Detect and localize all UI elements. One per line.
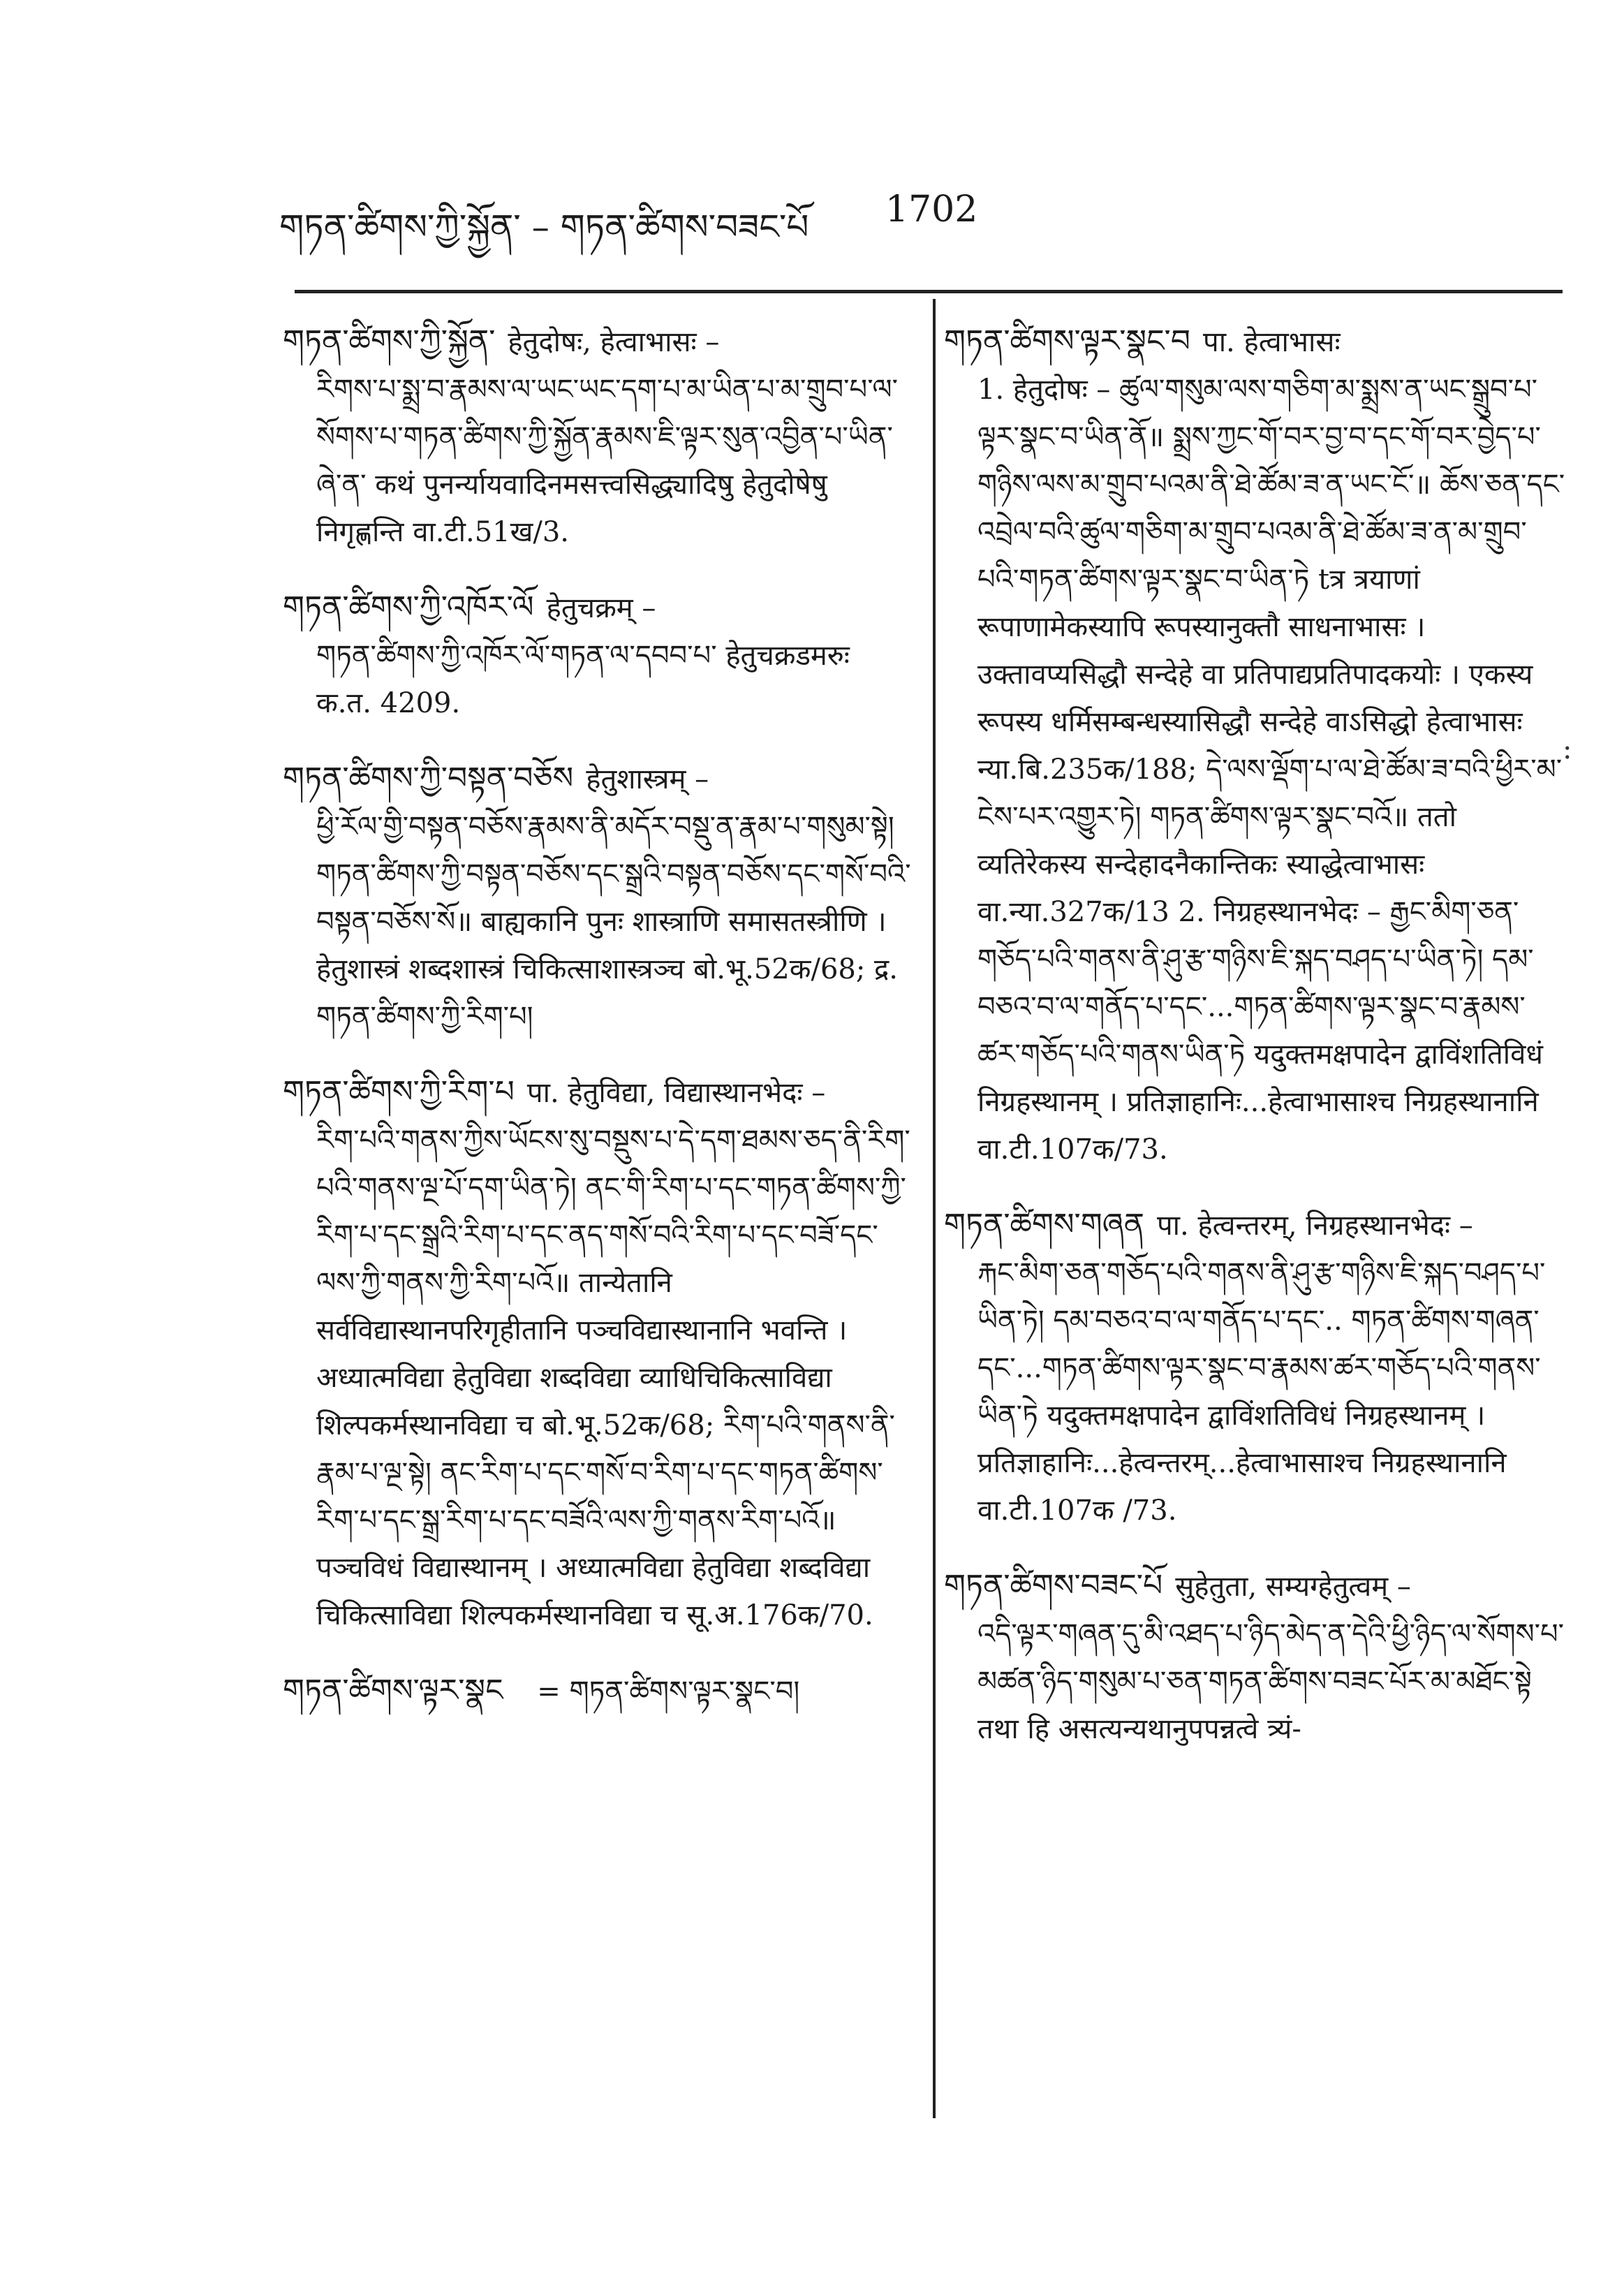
dictionary-entry xyxy=(944,1562,1565,1753)
entry-gloss: पा. हेत्वाभासः xyxy=(1202,326,1341,358)
dictionary-entry xyxy=(944,318,1565,1173)
entry-headword: གཏན་ཚིགས་ལྟར་སྣང xyxy=(283,1673,503,1708)
page-header xyxy=(279,183,1396,253)
entry-text: 1. हेतुदोषः – ཚུལ་གསུམ་ལས་གཅིག་མ་སྨྲས་ན་ཡང་སྒྲུབ་པ་ལྟར་སྣང་བ་ཡིན་ནོ॥ སྨྲས་ཀྱང་གོ་བར་བྱ་བ་དང་གོ་བར་བྱེད་པ་གཉིས་ལས་མ་གྲུབ་པའམ་ནི་ཐེ་ཚོམ་ཟ་ན་ཡང་ངོ་॥ ཆོས་ཅན་དང་འབྲེལ་བའི་ཚུལ་གཅིག་མ་གྲུབ་པའམ་ནི་ཐེ་ཚོམ་ཟ་ན་མ་གྲུབ་པའི་གཏན་ཚིགས་ལྟར་སྣང་བ་ཡིན་ཏེ tत्र त्रयाणां रूपाणामेकस्यापि रूपस्यानुक्तौ साधनाभासः । उक्तावप्यसिद्धौ सन्देहे वा प्रतिपाद्यप्रतिपादकयोः । एकस्य रूपस्य धर्मिसम्बन्धस्यासिद्धौ सन्देहे वाऽसिद्धो हेत्वाभासः न्या.बि.235क/188; དེ་ལས་ལྡོག་པ་ལ་ཐེ་ཚོམ་ཟ་བའི་ཕྱིར་མ་ངེས་པར་འགྱུར་ཏེ། གཏན་ཚིགས་ལྟར་སྣང་བའོ॥ ततो व्यतिरेकस्य सन्देहादनैकान्तिकः स्याद्धेत्वाभासः वा.न्या.327क/13 2. निग्रहस्थानभेदः – རྒྱང་མིག་ཅན་གཅོད་པའི་གནས་ནི་ཤུ་རྩ་གཉིས་ཇི་སྐད་བཤད་པ་ཡིན་ཏེ། དམ་བཅའ་བ་ལ་གནོད་པ་དང་...གཏན་ཚིགས་ལྟར་སྣང་བ་རྣམས་ཚར་གཅོད་པའི་གནས་ཡིན་ཏེ यदुक्तमक्षपादेन द्वाविंशतिविधं निग्रहस्थानम् । प्रतिज्ञाहानिः...हेत्वाभासाश्च निग्रहस्थानानि वा.टी.107क/73. xyxy=(977,374,1565,1166)
margin-mark: : xyxy=(1563,733,1572,765)
entry-headword: གཏན་ཚིགས་ཀྱི་བསྟན་བཅོས xyxy=(283,761,574,796)
dictionary-entry xyxy=(283,318,911,556)
entry-text: རྐང་མིག་ཅན་གཅོད་པའི་གནས་ནི་ཤུ་རྩ་གཉིས་ཇི་སྐད་བཤད་པ་ཡིན་ཏེ། དམ་བཅའ་བ་ལ་གནོད་པ་དང་.. གཏན་ཚིགས་གཞན་དང་...གཏན་ཚིགས་ལྟར་སྣང་བ་རྣམས་ཚར་གཅོད་པའི་གནས་ཡིན་ཏེ यदुक्तमक्षपादेन द्वाविंशतिविधं निग्रहस्थानम् । प्रतिज्ञाहानिः...हेत्वन्तरम्...हेत्वाभासाश्च निग्रहस्थानानि वा.टी.107क /73. xyxy=(977,1257,1546,1527)
left-column xyxy=(283,318,911,1743)
entry-gloss: पा. हेत्वन्तरम्, निग्रहस्थानभेदः – xyxy=(1156,1210,1473,1242)
dictionary-entry xyxy=(283,584,911,727)
entry-headword: གཏན་ཚིགས་ལྟར་སྣང་བ xyxy=(944,323,1190,359)
entry-text: ཕྱི་རོལ་གྱི་བསྟན་བཅོས་རྣམས་ནི་མདོར་བསྡུ་ན་རྣམ་པ་གསུམ་སྟེ། གཏན་ཚིགས་ཀྱི་བསྟན་བཅོས་དང་སྒྲའི་བསྟན་བཅོས་དང་གསོ་བའི་བསྟན་བཅོས་སོ॥ बाह्यकानि पुनः शास्त्राणि समासतस्त्रीणि । हेतुशास्त्रं शब्दशास्त्रं चिकित्साशास्त्रञ्च बो.भू.52क/68; द्र. གཏན་ཚིགས་ཀྱི་རིག་པ། xyxy=(316,811,911,1033)
entry-headword: གཏན་ཚིགས་ཀྱི་འཁོར་ལོ xyxy=(283,589,534,625)
header-rule xyxy=(295,290,1563,293)
entry-headword: གཏན་ཚིགས་ཀྱི་སྐྱོན་ xyxy=(283,323,496,359)
entry-text: རིགས་པ་སྨྲ་བ་རྣམས་ལ་ཡང་ཡང་དག་པ་མ་ཡིན་པ་མ་གྲུབ་པ་ལ་སོགས་པ་གཏན་ཚིགས་ཀྱི་སྐྱོན་རྣམས་ཇི་ལྟར་སུན་འབྱིན་པ་ཡིན་ཞེ་ན་ कथं पुनर्न्यायवादिनमसत्त्वसिद्ध्यादिषु हेतुदोषेषु निगृह्णन्ति वा.टी.51ख/3. xyxy=(316,374,899,548)
entry-headword: གཏན་ཚིགས་གཞན xyxy=(944,1207,1144,1242)
entry-headword: གཏན་ཚིགས་བཟང་པོ xyxy=(944,1568,1163,1603)
entry-gloss: हेतुशास्त्रम् – xyxy=(586,763,709,795)
right-column xyxy=(944,318,1565,1781)
entry-headword: གཏན་ཚིགས་ཀྱི་རིག་པ xyxy=(283,1074,515,1110)
entry-gloss: पा. हेतुविद्या, विद्यास्थानभेदः – xyxy=(526,1077,826,1109)
entry-gloss: हेतुचक्रम् – xyxy=(546,592,656,624)
dictionary-entry xyxy=(944,1201,1565,1534)
entry-text: འདི་ལྟར་གཞན་དུ་མི་འཐད་པ་ཉིད་མེད་ན་དེའི་ཕྱི་ཉིད་ལ་སོགས་པ་མཚན་ཉིད་གསུམ་པ་ཅན་གཏན་ཚིགས་བཟང་པོར་མ་མཐོང་སྟེ तथा हि असत्यन्यथानुपपन्नत्वे त्र्यं- xyxy=(977,1618,1565,1745)
page-number: 1702 xyxy=(885,189,978,230)
entry-text: གཏན་ཚིགས་ཀྱི་འཁོར་ལོ་གཏན་ལ་དབབ་པ་ हेतुचक्रडमरुः क.त. 4209. xyxy=(316,640,850,719)
entry-text: = གཏན་ཚིགས་ལྟར་སྣང་བ། xyxy=(537,1675,800,1708)
column-divider xyxy=(933,299,936,2118)
entry-gloss: हेतुदोषः, हेत्वाभासः – xyxy=(508,326,720,358)
dictionary-entry xyxy=(283,755,911,1041)
entry-text: རིག་པའི་གནས་ཀྱིས་ཡོངས་སུ་བསྡུས་པ་དེ་དག་ཐམས་ཅད་ནི་རིག་པའི་གནས་ལྔ་པོ་དག་ཡིན་ཏེ། ནང་གི་རིག་པ་དང་གཏན་ཚིགས་ཀྱི་རིག་པ་དང་སྒྲའི་རིག་པ་དང་ནད་གསོ་བའི་རིག་པ་དང་བཟོ་དང་ལས་ཀྱི་གནས་ཀྱི་རིག་པའོ॥ तान्येतानि सर्वविद्यास्थानपरिगृहीतानि पञ्चविद्यास्थानानि भवन्ति । अध्यात्मविद्या हेतुविद्या शब्दविद्या व्याधिचिकित्साविद्या शिल्पकर्मस्थानविद्या च बो.भू.52क/68; རིག་པའི་གནས་ནི་རྣམ་པ་ལྔ་སྟེ། ནང་རིག་པ་དང་གསོ་བ་རིག་པ་དང་གཏན་ཚིགས་རིག་པ་དང་སྒྲ་རིག་པ་དང་བཟོའི་ལས་ཀྱི་གནས་རིག་པའོ॥ पञ्चविधं विद्यास्थानम् । अध्यात्मविद्या हेतुविद्या शब्दविद्या चिकित्साविद्या शिल्पकर्मस्थानविद्या च सू.अ.176क/70. xyxy=(316,1124,910,1631)
dictionary-entry xyxy=(283,1069,911,1639)
dictionary-entry xyxy=(283,1667,911,1715)
running-head: གཏན་ཚིགས་ཀྱི་སྐྱོན་ – གཏན་ཚིགས་བཟང་པོ xyxy=(279,207,809,247)
entry-gloss: सुहेतुता, सम्यग्हेतुत्वम् – xyxy=(1175,1571,1411,1603)
